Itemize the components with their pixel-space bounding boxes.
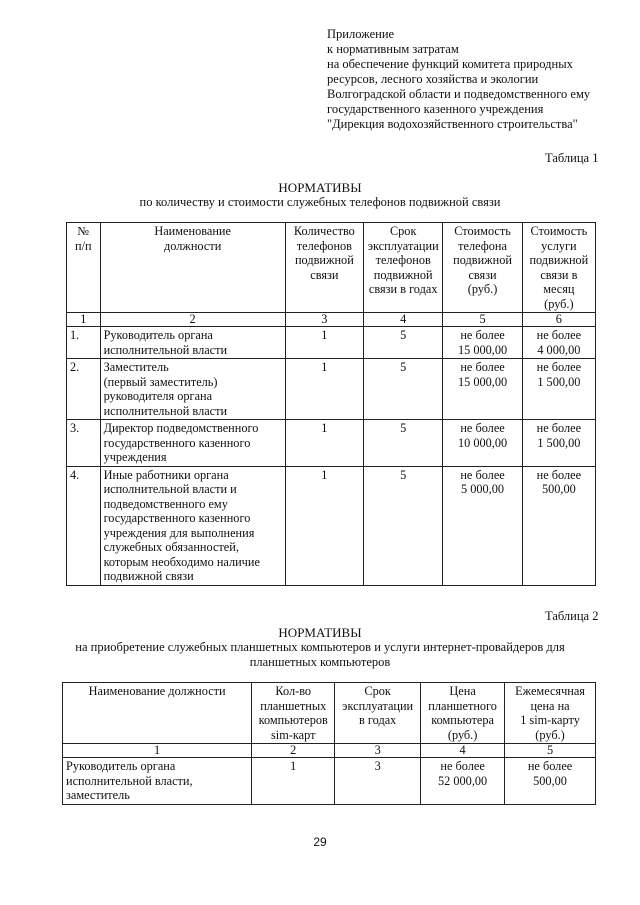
table-cell: не более 1 500,00: [522, 420, 595, 467]
table-cell: Иные работники органа исполнительной власти и подведомственного ему государственного казенного учреждения для выполнения служебных обязанностей, которым необходимо наличие подвижной связи: [100, 466, 285, 585]
appendix-line: "Дирекция водохозяйственного строительства": [327, 117, 578, 131]
table2: [62, 682, 596, 805]
table-cell: не более 5 000,00: [443, 466, 522, 585]
column-number: 3: [335, 744, 421, 758]
table-cell: 1: [285, 327, 363, 359]
table-cell: 1: [285, 359, 363, 420]
appendix-line: Волгоградской области и подведомственного ему: [327, 87, 591, 101]
column-header: Цена планшетного компьютера (руб.): [421, 683, 505, 744]
table-cell: 1: [252, 758, 335, 805]
table2-subtitle: на приобретение служебных планшетных компьютеров и услуги интернет-провайдеров для планшетных компьютеров: [75, 640, 565, 669]
table-cell: 3.: [67, 420, 101, 467]
table1: [66, 222, 596, 586]
column-number: 2: [252, 744, 335, 758]
column-number: 4: [364, 313, 443, 327]
column-number: 4: [421, 744, 505, 758]
table-cell: не более 10 000,00: [443, 420, 522, 467]
column-header: № п/п: [67, 223, 101, 313]
column-header: Наименование должности: [100, 223, 285, 313]
column-header: Стоимость услуги подвижной связи в месяц (руб.): [522, 223, 595, 313]
table-cell: не более 15 000,00: [443, 359, 522, 420]
table-cell: не более 500,00: [522, 466, 595, 585]
table-cell: 1: [285, 466, 363, 585]
table-cell: не более 500,00: [505, 758, 596, 805]
table-cell: Директор подведомственного государственного казенного учреждения: [100, 420, 285, 467]
table-cell: 5: [364, 327, 443, 359]
table-cell: не более 4 000,00: [522, 327, 595, 359]
page-number: 29: [313, 835, 327, 849]
table1-subtitle: по количеству и стоимости служебных телефонов подвижной связи: [139, 195, 501, 209]
column-number: 2: [100, 313, 285, 327]
table-cell: 2.: [67, 359, 101, 420]
column-header: Количество телефонов подвижной связи: [285, 223, 363, 313]
table-cell: 1: [285, 420, 363, 467]
table-row: [63, 758, 596, 805]
column-header: Срок эксплуатации в годах: [335, 683, 421, 744]
table-row: [67, 466, 596, 585]
appendix-line: к нормативным затратам: [327, 42, 459, 56]
table-cell: Заместитель (первый заместитель) руководителя органа исполнительной власти: [100, 359, 285, 420]
table-cell: не более 52 000,00: [421, 758, 505, 805]
column-number: 1: [67, 313, 101, 327]
table-cell: 5: [364, 420, 443, 467]
column-number: 3: [285, 313, 363, 327]
appendix-line: ресурсов, лесного хозяйства и экологии: [327, 72, 539, 86]
table-row: [67, 420, 596, 467]
table-cell: 5: [364, 359, 443, 420]
column-number: 6: [522, 313, 595, 327]
table-cell: 3: [335, 758, 421, 805]
column-header: Кол-во планшетных компьютеров sim-карт: [252, 683, 335, 744]
appendix-line: государственного казенного учреждения: [327, 102, 544, 116]
column-number: 5: [505, 744, 596, 758]
column-header: Срок эксплуатации телефонов подвижной связи в годах: [364, 223, 443, 313]
column-header: Стоимость телефона подвижной связи (руб.): [443, 223, 522, 313]
column-number-row: [63, 744, 596, 758]
table-cell: 4.: [67, 466, 101, 585]
appendix-note: [327, 27, 590, 132]
appendix-line: Приложение: [327, 27, 395, 41]
table-cell: Руководитель органа исполнительной власти: [100, 327, 285, 359]
column-header: Ежемесячная цена на 1 sim-карту (руб.): [505, 683, 596, 744]
table-row: [67, 359, 596, 420]
table-cell: 1.: [67, 327, 101, 359]
header-row: [67, 223, 596, 313]
table-cell: не более 15 000,00: [443, 327, 522, 359]
table2-label: Таблица 2: [545, 609, 599, 623]
appendix-line: на обеспечение функций комитета природных: [327, 57, 573, 71]
table2-title: НОРМАТИВЫ: [278, 625, 362, 640]
table-cell: не более 1 500,00: [522, 359, 595, 420]
table1-title: НОРМАТИВЫ: [278, 180, 362, 195]
column-number: 1: [63, 744, 252, 758]
table-cell: 5: [364, 466, 443, 585]
table1-label: Таблица 1: [545, 151, 599, 165]
table-cell: Руководитель органа исполнительной власти, заместитель: [63, 758, 252, 805]
table-row: [67, 327, 596, 359]
column-number-row: [67, 313, 596, 327]
column-number: 5: [443, 313, 522, 327]
header-row: [63, 683, 596, 744]
column-header: Наименование должности: [63, 683, 252, 744]
